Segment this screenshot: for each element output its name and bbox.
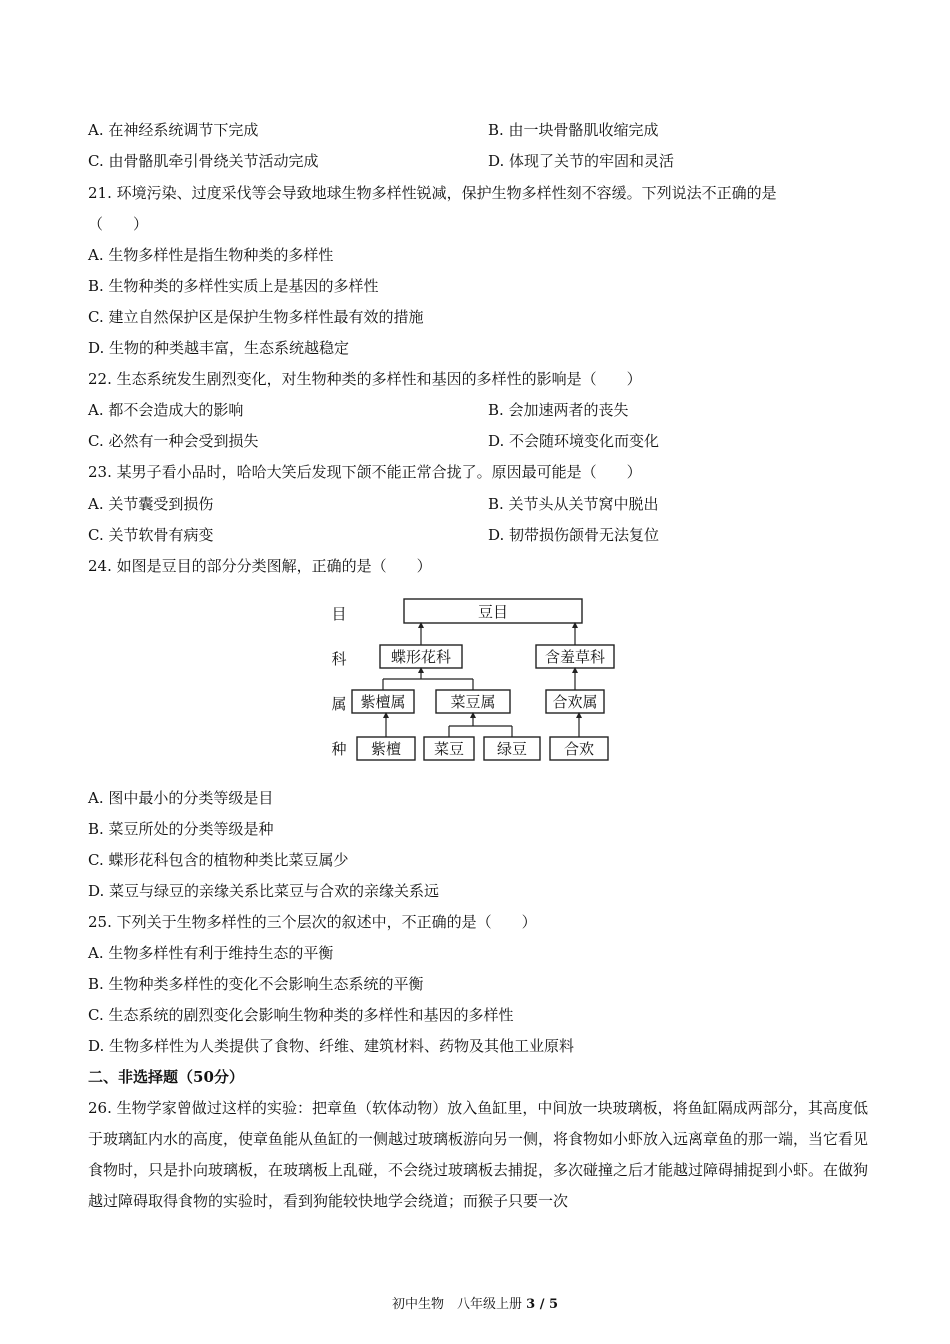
- node-order-doumu: 豆目: [477, 603, 509, 621]
- q22-option-b: B. 会加速两者的丧失: [488, 401, 629, 419]
- page-footer: [0, 1293, 950, 1312]
- q23-option-b: B. 关节头从关节窝中脱出: [488, 495, 659, 513]
- q24-stem: 24. 如图是豆目的部分分类图解，正确的是（ ）: [88, 557, 432, 575]
- q23-stem: 23. 某男子看小品时，哈哈大笑后发现下颌不能正常合拢了。原因最可能是（ ）: [88, 463, 642, 481]
- q22-stem: 22. 生态系统发生剧烈变化，对生物种类的多样性和基因的多样性的影响是（ ）: [88, 370, 642, 388]
- q23-option-d: D. 韧带损伤颌骨无法复位: [488, 526, 660, 544]
- q21-option-a: A. 生物多样性是指生物种类的多样性: [88, 246, 334, 264]
- q21-option-c: C. 建立自然保护区是保护生物多样性最有效的措施: [88, 308, 424, 326]
- q20-option-b: B. 由一块骨骼肌收缩完成: [488, 121, 659, 139]
- node-species-lvdou: 绿豆: [496, 740, 528, 758]
- node-family-butterfly: 蝶形花科: [390, 648, 452, 666]
- level-label-species: 种: [331, 740, 347, 758]
- q21-option-b: B. 生物种类的多样性实质上是基因的多样性: [88, 277, 379, 295]
- footer-text: 初中生物 八年级上册: [391, 1297, 527, 1312]
- q24-option-a: A. 图中最小的分类等级是目: [88, 789, 274, 807]
- node-species-caidou: 菜豆: [433, 740, 465, 758]
- q24-option-b: B. 菜豆所处的分类等级是种: [88, 820, 274, 838]
- q21-stem: 21. 环境污染、过度采伐等会导致地球生物多样性锐减，保护生物多样性刻不容缓。下列说法不正确的是: [88, 184, 777, 202]
- level-label-genus: 属: [331, 695, 347, 713]
- section-heading: 二、非选择题（50分）: [88, 1068, 244, 1086]
- q20-option-c: C. 由骨骼肌牵引骨绕关节活动完成: [88, 152, 319, 170]
- q22-option-d: D. 不会随环境变化而变化: [488, 432, 660, 450]
- node-genus-albizia: 合欢属: [552, 693, 598, 711]
- node-family-mimosa: 含羞草科: [544, 648, 606, 666]
- q22-option-a: A. 都不会造成大的影响: [88, 401, 244, 419]
- q25-option-b: B. 生物种类多样性的变化不会影响生态系统的平衡: [88, 975, 424, 993]
- q25-option-c: C. 生态系统的剧烈变化会影响生物种类的多样性和基因的多样性: [88, 1006, 514, 1024]
- q25-option-a: A. 生物多样性有利于维持生态的平衡: [88, 944, 334, 962]
- q24-option-d: D. 菜豆与绿豆的亲缘关系比菜豆与合欢的亲缘关系远: [88, 882, 440, 900]
- q20-option-a: A. 在神经系统调节下完成: [88, 121, 259, 139]
- q20-option-d: D. 体现了关节的牢固和灵活: [488, 152, 675, 170]
- q25-stem: 25. 下列关于生物多样性的三个层次的叙述中，不正确的是（ ）: [88, 913, 537, 931]
- level-label-order: 目: [331, 605, 347, 623]
- q24-option-c: C. 蝶形花科包含的植物种类比菜豆属少: [88, 851, 349, 869]
- level-label-family: 科: [331, 650, 347, 668]
- node-genus-pterocarpus: 紫檀属: [360, 693, 406, 711]
- q23-option-a: A. 关节囊受到损伤: [88, 495, 214, 513]
- q25-option-d: D. 生物多样性为人类提供了食物、纤维、建筑材料、药物及其他工业原料: [88, 1037, 575, 1055]
- node-species-zitan: 紫檀: [370, 740, 402, 758]
- q21-option-d: D. 生物的种类越丰富，生态系统越稳定: [88, 339, 350, 357]
- q21-answer-blank: （ ）: [88, 215, 149, 233]
- q22-option-c: C. 必然有一种会受到损失: [88, 432, 259, 450]
- node-species-hehuan: 合欢: [563, 740, 595, 758]
- page-number: 3 / 5: [526, 1297, 559, 1312]
- q26-paragraph: 26. 生物学家曾做过这样的实验：把章鱼（软体动物）放入鱼缸里，中间放一块玻璃板，将鱼缸隔成两部分，其高度低于玻璃缸内水的高度，使章鱼能从鱼缸的一侧越过玻璃板游向另一侧，将食物如小虾放入远离章鱼的那一端，当它看见食物时，只是扑向玻璃板，在玻璃板上乱碰，不会绕过玻璃板去捕捉，多次碰撞之后才能越过障碍捕捉到小虾。在做狗越过障碍取得食物的实验时，看到狗能较快地学会绕道；而猴子只要一次: [88, 1099, 869, 1210]
- node-genus-phaseolus: 菜豆属: [450, 693, 496, 711]
- classification-diagram: [322, 592, 622, 767]
- classification-diagram-svg: [322, 592, 622, 767]
- q23-option-c: C. 关节软骨有病变: [88, 526, 214, 544]
